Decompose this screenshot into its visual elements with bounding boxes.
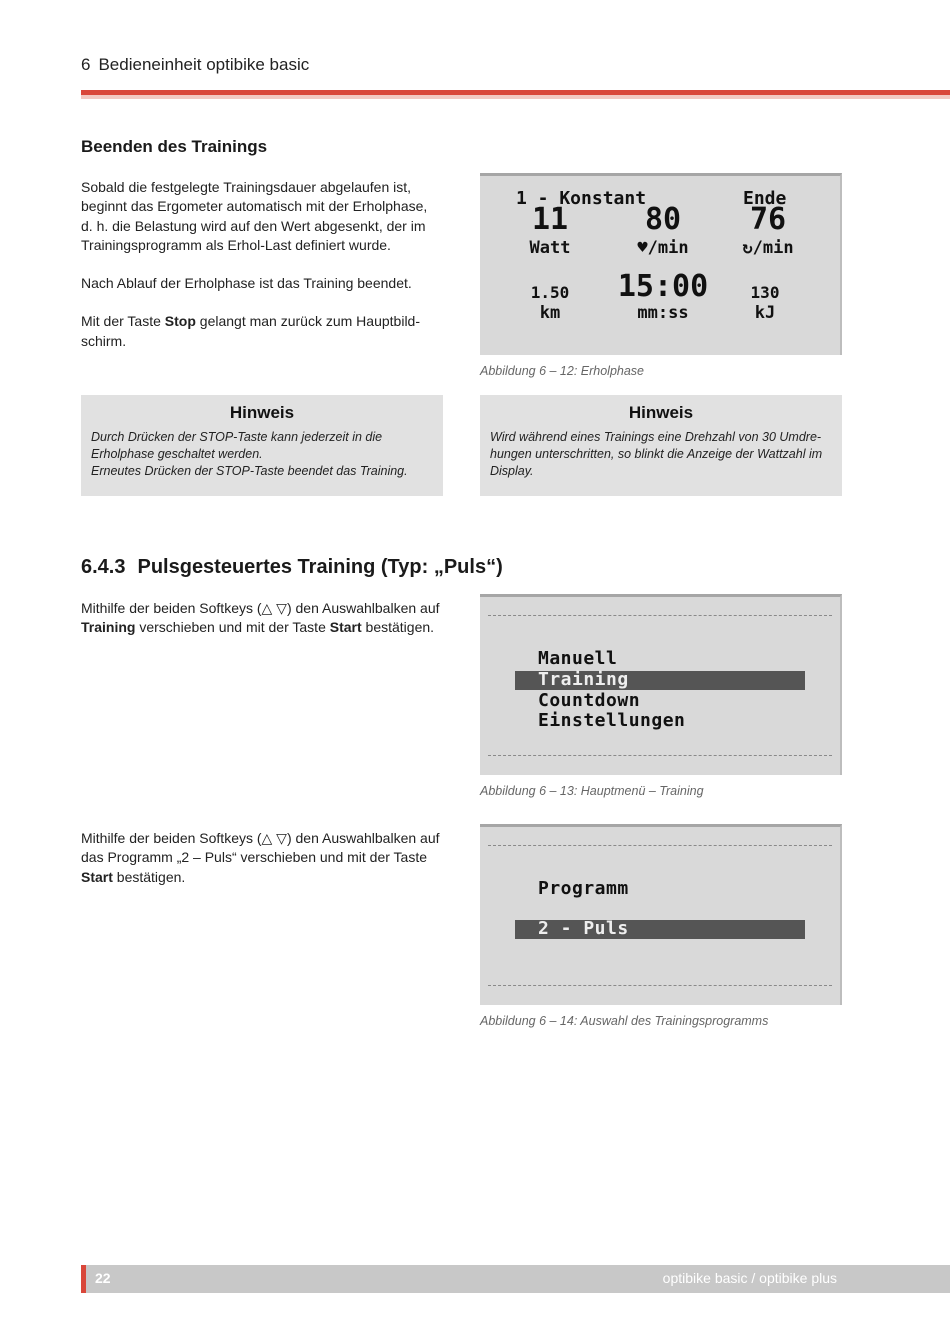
figure-caption-6-12: Abbildung 6 – 12: Erholphase <box>480 364 645 378</box>
program-name: 1 - Konstant <box>516 188 647 209</box>
energy-value: 130 <box>750 283 780 302</box>
header-rule-light <box>81 95 950 99</box>
chapter-number: 6 <box>81 55 91 74</box>
energy-unit: kJ <box>754 303 776 323</box>
paragraph-finished: Nach Ablauf der Erholphase ist das Training beendet. <box>81 275 412 292</box>
display-program-select <box>480 824 842 1005</box>
hint-box-stop <box>81 395 443 496</box>
page-number: 22 <box>95 1270 111 1286</box>
watt-value: 11 <box>531 202 569 237</box>
program-selected: 2 - Puls <box>538 918 629 939</box>
display-recovery-phase <box>480 173 842 355</box>
display-main-menu <box>480 594 842 775</box>
dashed-divider <box>488 985 832 986</box>
menu-item-manuell: Manuell <box>538 648 618 669</box>
dashed-divider <box>488 755 832 756</box>
chapter-title: Bedieneinheit optibike basic <box>98 55 310 74</box>
menu-item-einstellungen: Einstellungen <box>538 710 686 731</box>
hint-title: Hinweis <box>628 403 694 422</box>
figure-caption-6-13: Abbildung 6 – 13: Hauptmenü – Training <box>480 784 704 798</box>
hint-line: Erneutes Drücken der STOP-Taste beendet das Training. <box>91 464 408 478</box>
selection-bar <box>515 920 805 939</box>
hint-text <box>91 429 433 480</box>
paragraph-recovery: Sobald die festgelegte Trainingsdauer abgelaufen ist, beginnt das Ergometer automatisch mit der Erholphase, d. h. die Belastung wird auf den Wert abgesenkt, der im Trainingsprogramm als Erhol-Last definiert wurde. <box>81 179 428 253</box>
pulse-value: 80 <box>644 202 682 237</box>
rpm-value: 76 <box>749 202 787 237</box>
dashed-divider <box>488 845 832 846</box>
time-unit: mm:ss <box>637 303 689 323</box>
instruction-select-training: Mithilfe der beiden Softkeys (△ ▽) den Auswahlbalken auf Training verschieben und mit der Taste Start bestätigen. <box>81 600 440 636</box>
distance-value: 1.50 <box>530 283 570 302</box>
selection-bar <box>515 671 805 690</box>
chapter-header <box>81 55 309 75</box>
section-title-text: Pulsgesteuertes Training (Typ: „Puls“) <box>137 556 503 578</box>
paragraph-stop-key: Mit der Taste Stop gelangt man zurück zum Hauptbildschirm. <box>81 313 421 349</box>
training-label: Training <box>81 619 136 636</box>
watt-unit: Watt <box>529 238 571 258</box>
section-title <box>81 556 503 579</box>
program-label: Programm <box>538 878 629 899</box>
hint-box-rpm <box>480 395 842 496</box>
hint-title: Hinweis <box>229 403 295 422</box>
page-footer <box>81 1265 950 1293</box>
product-name: optibike basic / optibike plus <box>662 1270 837 1286</box>
stop-key-label: Stop <box>164 313 196 330</box>
start-key-label: Start <box>81 868 113 885</box>
dashed-divider <box>488 615 832 616</box>
pulse-unit: ♥/min <box>637 238 689 258</box>
instruction-select-program: Mithilfe der beiden Softkeys (△ ▽) den Auswahlbalken auf das Programm „2 – Puls“ verschieben und mit der Taste Start bestätigen. <box>81 830 440 885</box>
footer-accent <box>81 1265 86 1293</box>
start-key-label: Start <box>329 619 362 636</box>
end-training-text <box>81 178 431 370</box>
hint-line: Durch Drücken der STOP-Taste kann jederzeit in die Erholphase geschaltet werden. <box>91 430 383 461</box>
subsection-title: Beenden des Trainings <box>81 137 268 156</box>
menu-item-countdown: Countdown <box>538 690 641 711</box>
distance-unit: km <box>539 303 561 323</box>
figure-caption-6-14: Abbildung 6 – 14: Auswahl des Trainingsprogramms <box>480 1014 769 1028</box>
menu-item-training: Training <box>538 669 629 690</box>
hint-text: Wird während eines Trainings eine Drehzahl von 30 Umdrehungen unterschritten, so blinkt die Anzeige der Wattzahl im Display. <box>490 430 823 478</box>
section-number: 6.4.3 <box>81 556 126 578</box>
status-end: Ende <box>743 188 787 209</box>
time-value: 15:00 <box>617 269 709 304</box>
rpm-unit: ↻/min <box>742 238 794 258</box>
